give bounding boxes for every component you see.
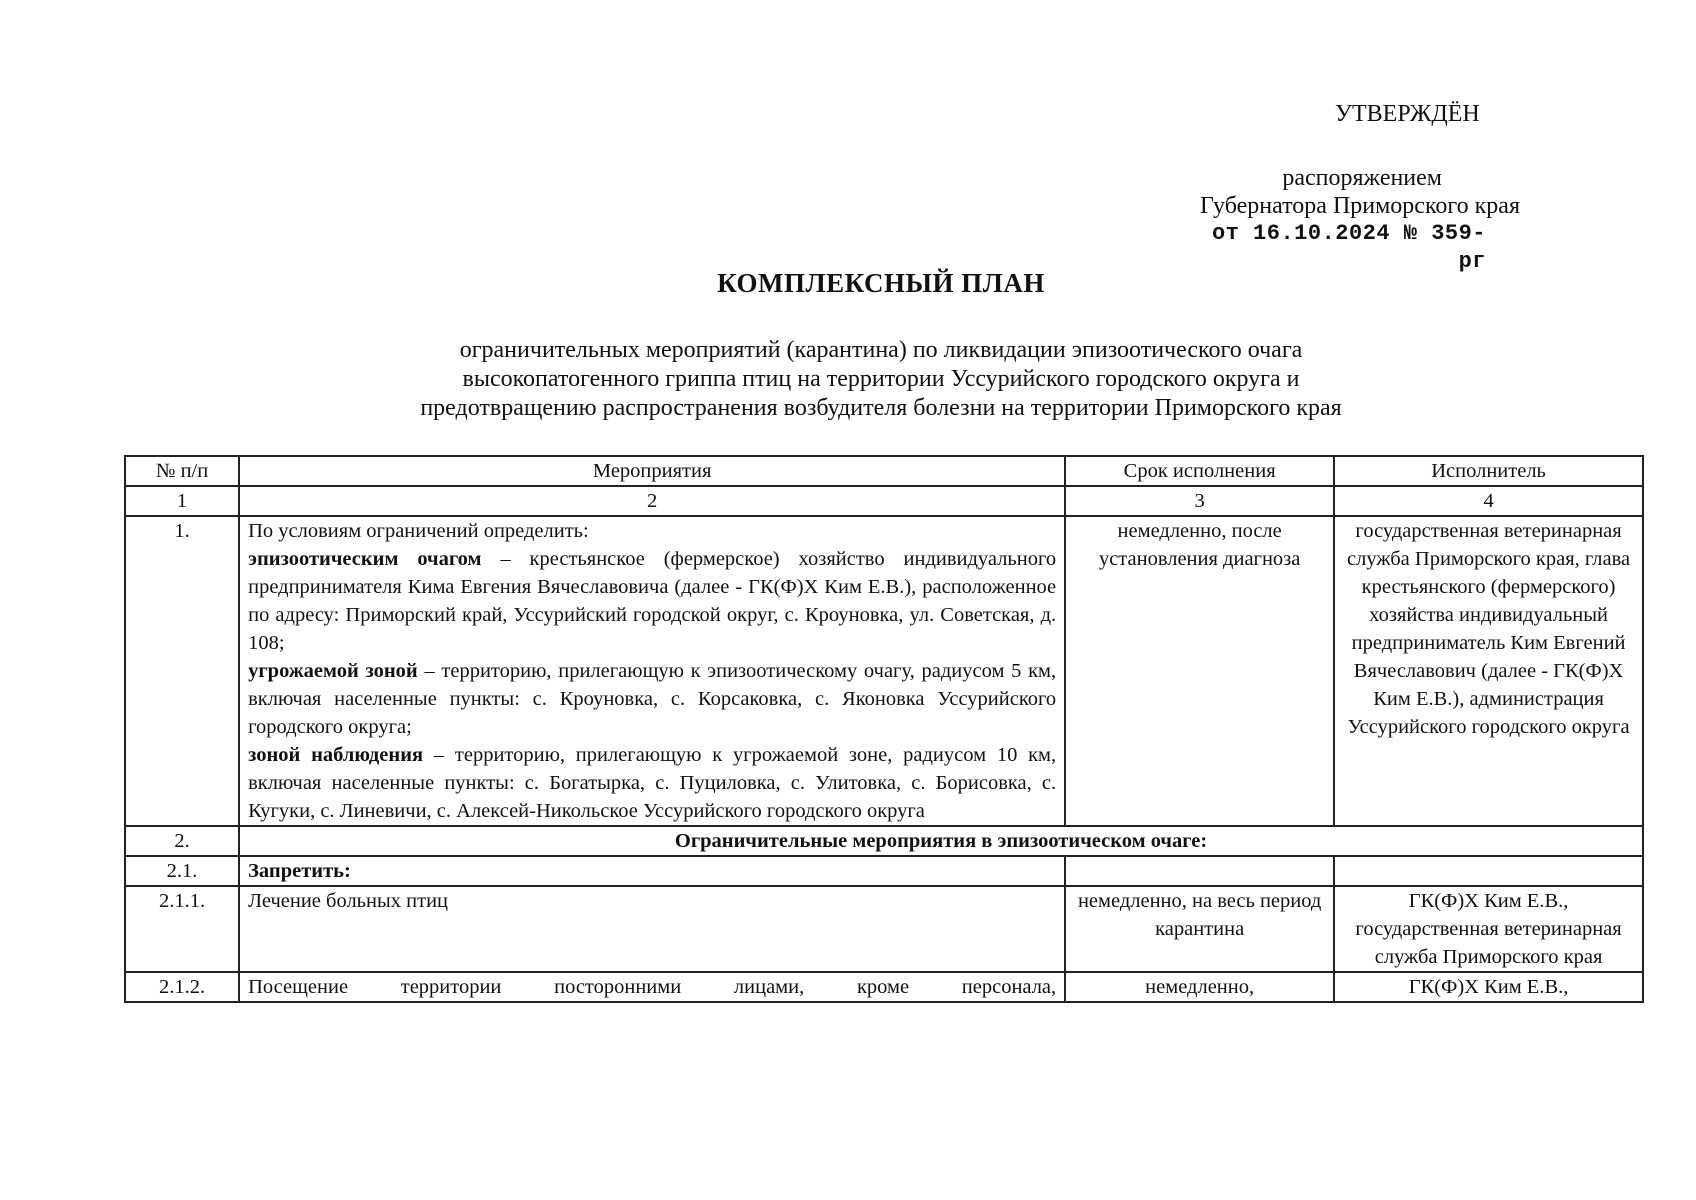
plan-table bbox=[124, 455, 1644, 1003]
row-number: 2.1.1. bbox=[125, 886, 239, 972]
row-measure bbox=[239, 516, 1065, 826]
measure-paragraph bbox=[248, 545, 1056, 657]
table-row bbox=[125, 516, 1643, 826]
row-executor: ГК(Ф)Х Ким Е.В., bbox=[1334, 972, 1643, 1002]
measure-word: лицами, bbox=[733, 976, 805, 998]
subsection-heading: Запретить: bbox=[239, 856, 1065, 886]
header-measures: Мероприятия bbox=[239, 456, 1065, 486]
measure-line bbox=[248, 973, 1056, 1001]
row-deadline: немедленно, bbox=[1065, 972, 1334, 1002]
subtitle-line-1: ограничительных мероприятий (карантина) по ликвидации эпизоотического очага bbox=[459, 337, 1303, 363]
measure-word: посторонними bbox=[554, 976, 682, 998]
row-measure bbox=[239, 972, 1065, 1002]
column-number-row bbox=[125, 486, 1643, 516]
section-heading: Ограничительные мероприятия в эпизоотическом очаге: bbox=[239, 826, 1643, 856]
row-number: 2. bbox=[125, 826, 239, 856]
table-header-row bbox=[125, 456, 1643, 486]
row-deadline-empty bbox=[1065, 856, 1334, 886]
measure-paragraph bbox=[248, 741, 1056, 825]
table-row bbox=[125, 972, 1643, 1002]
subtitle-line-2: высокопатогенного гриппа птиц на территории Уссурийского городского округа и bbox=[462, 366, 1300, 392]
header-deadline: Срок исполнения bbox=[1065, 456, 1334, 486]
term-watch-zone-text: – территорию, прилегающую к угрожаемой зоне, радиусом 10 км, включая населенные пункты: с. Богатырка, с. Пуциловка, с. Улитовка, с. Борисовка, с. Кугуки, с. Линевичи, с. Алексей-Никольское Уссурийского городского округа bbox=[248, 744, 1057, 822]
subtitle-line-3: предотвращению распространения возбудителя болезни на территории Приморского края bbox=[420, 395, 1342, 421]
row-number: 1. bbox=[125, 516, 239, 826]
column-number-3: 3 bbox=[1065, 486, 1334, 516]
measure-word: Посещение bbox=[248, 976, 349, 998]
measure-word: персонала, bbox=[961, 976, 1057, 998]
approval-order-number: от 16.10.2024 № 359-рг bbox=[1211, 221, 1486, 274]
row-number: 2.1. bbox=[125, 856, 239, 886]
measure-intro: По условиям ограничений определить: bbox=[248, 520, 589, 542]
table-row bbox=[125, 856, 1643, 886]
approval-block bbox=[1190, 100, 1520, 276]
table-row bbox=[125, 886, 1643, 972]
term-focus-text: – крестьянское (фермерское) хозяйство индивидуального предпринимателя Кима Евгения Вячеславовича (далее - ГК(Ф)Х Ким Е.В.), расположенное по адресу: Приморский край, Уссурийский городской округ, с. Кроуновка, ул. Советская, д. 108; bbox=[248, 548, 1057, 654]
row-executor: ГК(Ф)Х Ким Е.В., государственная ветеринарная служба Приморского края bbox=[1334, 886, 1643, 972]
column-number-2: 2 bbox=[239, 486, 1065, 516]
document-title: КОМПЛЕКСНЫЙ ПЛАН bbox=[717, 268, 1045, 298]
header-executor: Исполнитель bbox=[1334, 456, 1643, 486]
row-number: 2.1.2. bbox=[125, 972, 239, 1002]
measure-word: кроме bbox=[856, 976, 910, 998]
term-threat-zone-text: – территорию, прилегающую к эпизоотическому очагу, радиусом 5 км, включая населенные пункты: с. Кроуновка, с. Корсаковка, с. Яконовка Уссурийского городского округа; bbox=[248, 660, 1057, 738]
header-number: № п/п bbox=[125, 456, 239, 486]
approval-title: УТВЕРЖДЁН bbox=[1335, 101, 1480, 127]
row-executor: государственная ветеринарная служба Приморского края, глава крестьянского (фермерского) хозяйства индивидуальный предприниматель Ким Евгений Вячеславович (далее - ГК(Ф)Х Ким Е.В.), администрация Уссурийского городского округа bbox=[1334, 516, 1643, 826]
approval-line-2: Губернатора Приморского края bbox=[1200, 193, 1520, 219]
measure-word: территории bbox=[400, 976, 502, 998]
approval-line-1: распоряжением bbox=[1282, 165, 1442, 191]
measure-paragraph bbox=[248, 657, 1056, 741]
term-threat-zone: угрожаемой зоной bbox=[248, 660, 418, 682]
row-executor-empty bbox=[1334, 856, 1643, 886]
term-focus: эпизоотическим очагом bbox=[248, 548, 482, 570]
row-deadline: немедленно, после установления диагноза bbox=[1065, 516, 1334, 826]
column-number-4: 4 bbox=[1334, 486, 1643, 516]
column-number-1: 1 bbox=[125, 486, 239, 516]
row-measure: Лечение больных птиц bbox=[239, 886, 1065, 972]
row-deadline: немедленно, на весь период карантина bbox=[1065, 886, 1334, 972]
table-row bbox=[125, 826, 1643, 856]
term-watch-zone: зоной наблюдения bbox=[248, 744, 424, 766]
document-subtitle bbox=[0, 336, 1696, 423]
